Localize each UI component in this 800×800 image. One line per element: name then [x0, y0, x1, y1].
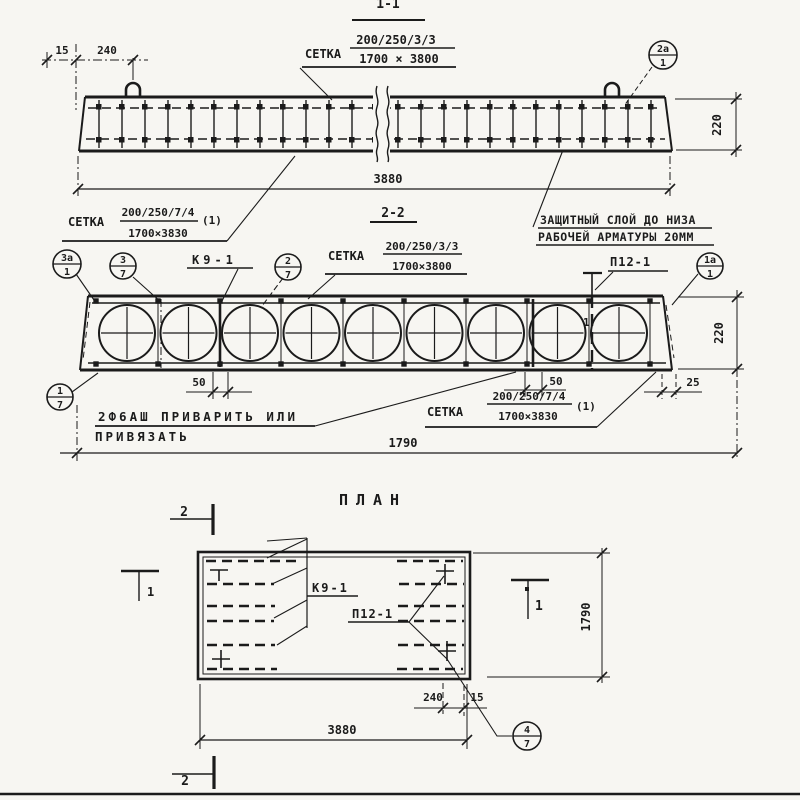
plan-label-k9-1: К9-1: [312, 581, 349, 595]
mesh-top-den: 1700 × 3800: [359, 52, 439, 66]
mesh-mid-den: 1700×3800: [392, 260, 452, 273]
svg-text:2: 2: [284, 256, 292, 267]
dim-25: 25: [686, 376, 700, 389]
svg-text:1: 1: [659, 58, 667, 69]
section-2-2-title: 2-2: [381, 206, 405, 221]
mesh-bottom-den: 1700×3830: [128, 227, 188, 240]
svg-text:ПРИВЯЗАТЬ: ПРИВЯЗАТЬ: [95, 429, 190, 444]
dim-240: 240: [97, 44, 117, 57]
mesh-bottom-index: (1): [202, 214, 222, 227]
section-1-mark: 1: [583, 316, 590, 329]
mesh-mid-word: СЕТКА: [328, 249, 365, 263]
dim-15-plan: 15: [470, 691, 484, 704]
void-circle: [99, 305, 155, 361]
svg-text:2: 2: [181, 774, 189, 789]
svg-text:2Ф6АШ ПРИВАРИТЬ ИЛИ: 2Ф6АШ ПРИВАРИТЬ ИЛИ: [98, 409, 298, 424]
svg-text:2: 2: [180, 505, 188, 520]
svg-text:ЗАЩИТНЫЙ СЛОЙ ДО НИЗА: ЗАЩИТНЫЙ СЛОЙ ДО НИЗА: [540, 213, 696, 227]
dim-220-section: 220: [712, 322, 726, 344]
svg-text:3а: 3а: [60, 253, 74, 264]
mesh-top-word: СЕТКА: [305, 47, 342, 61]
plan-title: ПЛАН: [338, 491, 408, 509]
svg-text:РАБОЧЕЙ АРМАТУРЫ 20ММ: РАБОЧЕЙ АРМАТУРЫ 20ММ: [538, 230, 694, 244]
dim-1790-plan: 1790: [579, 602, 593, 632]
svg-text:1а: 1а: [703, 255, 717, 266]
mesh-mid-num: 200/250/3/3: [385, 240, 459, 253]
svg-text:4: 4: [523, 725, 531, 736]
svg-text:7: 7: [56, 400, 64, 411]
svg-text:1: 1: [535, 599, 543, 614]
svg-text:2а: 2а: [656, 44, 670, 55]
svg-text:3: 3: [119, 255, 127, 266]
svg-text:1: 1: [706, 269, 714, 280]
mesh-sec-bottom-num: 200/250/7/4: [492, 390, 566, 403]
svg-text:1: 1: [147, 585, 155, 599]
dim-50-left: 50: [192, 376, 206, 389]
section-1-1-title: 1-1: [376, 0, 400, 12]
dim-3880-top: 3880: [373, 172, 403, 186]
svg-text:1: 1: [56, 386, 64, 397]
mesh-sec-bottom-den: 1700×3830: [498, 410, 558, 423]
mesh-sec-bottom-word: СЕТКА: [427, 405, 464, 419]
plan-label-p12-1: П12-1: [352, 607, 394, 621]
label-p12-1: П12-1: [610, 255, 652, 269]
svg-text:1: 1: [63, 267, 71, 278]
dim-15: 15: [55, 44, 69, 57]
callout-4-7: [513, 722, 541, 750]
dim-240-plan: 240: [423, 691, 443, 704]
mesh-bottom-num: 200/250/7/4: [121, 206, 195, 219]
dim-220-top: 220: [710, 114, 724, 136]
dim-50-right: 50: [549, 375, 563, 388]
mesh-bottom-word: СЕТКА: [68, 215, 105, 229]
label-k9-1: К9-1: [192, 253, 237, 267]
svg-text:7: 7: [523, 739, 531, 750]
dim-3880-plan: 3880: [327, 723, 357, 737]
dim-1790-section: 1790: [388, 436, 418, 450]
svg-text:7: 7: [119, 269, 127, 280]
mesh-sec-bottom-index: (1): [576, 400, 596, 413]
svg-text:7: 7: [284, 270, 292, 281]
mesh-top-num: 200/250/3/3: [356, 33, 436, 47]
